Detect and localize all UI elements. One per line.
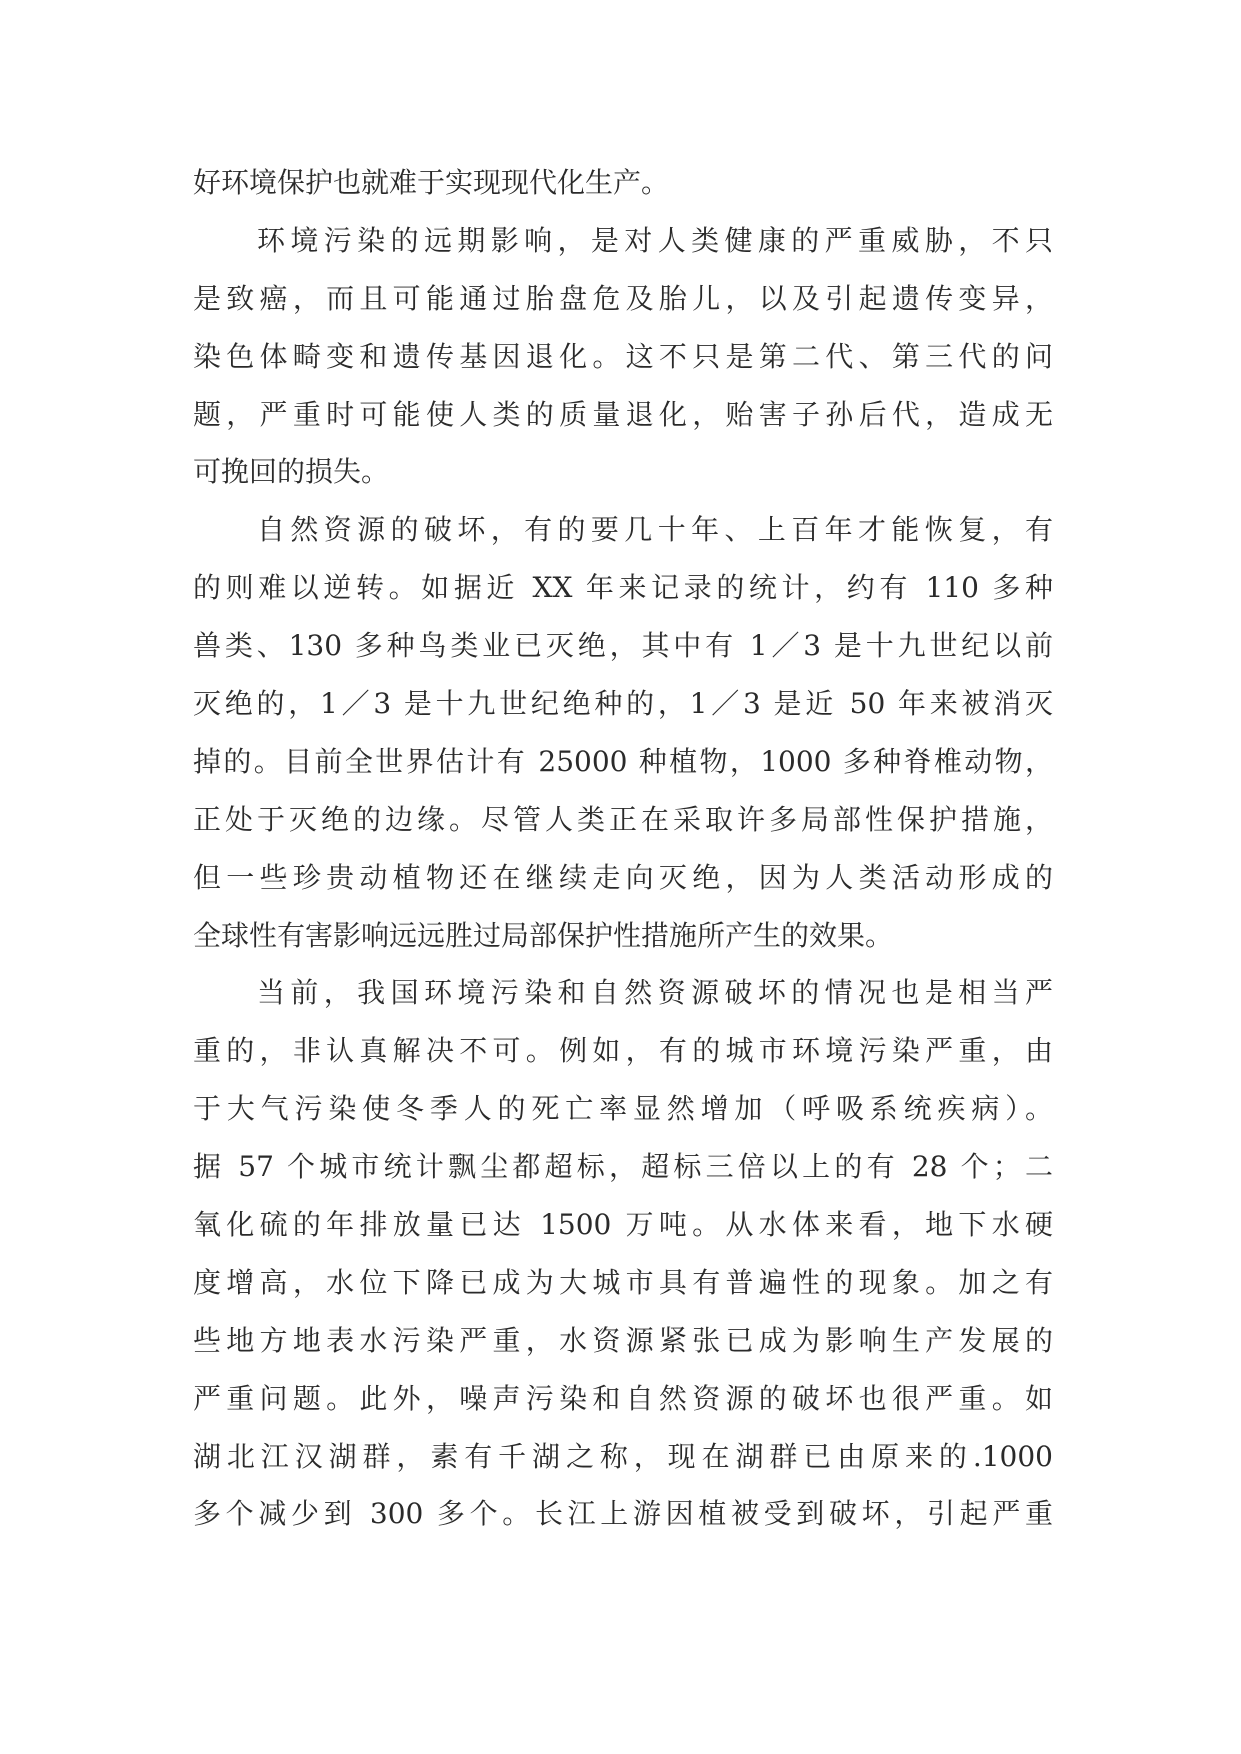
text-line: 于大气污染使冬季人的死亡率显然增加（呼吸系统疾病）。	[193, 1092, 1053, 1126]
text-line: 自然资源的破坏，有的要几十年、上百年才能恢复，有	[257, 513, 1053, 547]
text-line: 染色体畸变和遗传基因退化。这不只是第二代、第三代的问	[193, 339, 1053, 373]
text-line: 据 57 个城市统计飘尘都超标，超标三倍以上的有 28 个；二	[193, 1150, 1053, 1184]
text-line: 些地方地表水污染严重，水资源紧张已成为影响生产发展的	[193, 1323, 1053, 1357]
text-line: 湖北江汉湖群，素有千湖之称，现在湖群已由原来的.1000	[193, 1439, 1053, 1473]
text-line: 是致癌，而且可能通过胎盘危及胎儿，以及引起遗传变异，	[193, 281, 1053, 315]
text-line: 环境污染的远期影响，是对人类健康的严重威胁，不只	[257, 223, 1053, 257]
paragraph	[193, 501, 1053, 964]
text-line: 正处于灭绝的边缘。尽管人类正在采取许多局部性保护措施，	[193, 802, 1053, 836]
text-line: 度增高，水位下降已成为大城市具有普遍性的现象。加之有	[193, 1265, 1053, 1299]
text-line: 严重问题。此外，噪声污染和自然资源的破坏也很严重。如	[193, 1381, 1053, 1415]
paragraph	[193, 964, 1053, 1543]
text-line: 兽类、130 多种鸟类业已灭绝，其中有 1／3 是十九世纪以前	[193, 629, 1053, 663]
text-line: 多个减少到 300 多个。长江上游因植被受到破坏，引起严重	[193, 1497, 1053, 1531]
text-line: 灭绝的，1／3 是十九世纪绝种的，1／3 是近 50 年来被消灭	[193, 687, 1053, 721]
text-line: 题，严重时可能使人类的质量退化，贻害子孙后代，造成无	[193, 397, 1053, 431]
text-line: 可挽回的损失。	[193, 455, 390, 489]
text-line: 重的，非认真解决不可。例如，有的城市环境污染严重，由	[193, 1034, 1053, 1068]
text-line: 当前，我国环境污染和自然资源破坏的情况也是相当严	[257, 976, 1053, 1010]
paragraph	[193, 212, 1053, 501]
document-body	[193, 154, 1053, 1543]
text-line: 全球性有害影响远远胜过局部保护性措施所产生的效果。	[193, 918, 894, 952]
paragraph	[193, 154, 1053, 212]
text-line: 但一些珍贵动植物还在继续走向灭绝，因为人类活动形成的	[193, 860, 1053, 894]
text-line: 掉的。目前全世界估计有 25000 种植物，1000 多种脊椎动物，	[193, 744, 1053, 778]
text-line: 的则难以逆转。如据近 XX 年来记录的统计，约有 110 多种	[193, 571, 1053, 605]
text-line: 氧化硫的年排放量已达 1500 万吨。从水体来看，地下水硬	[193, 1208, 1053, 1242]
text-line: 好环境保护也就难于实现现代化生产。	[193, 166, 670, 199]
